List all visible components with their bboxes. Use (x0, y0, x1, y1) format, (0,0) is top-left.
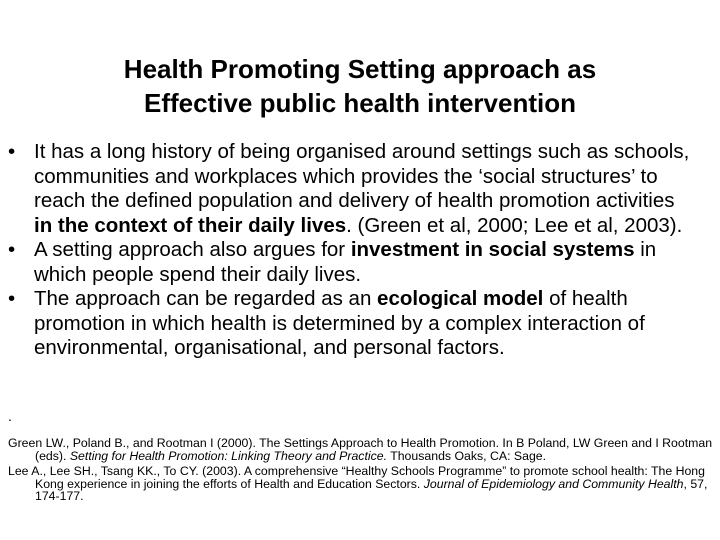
bullet-emphasis: ecological model (377, 287, 544, 310)
reference-text: , 57, 174-177. (35, 476, 708, 504)
bullet-dot-icon: • (8, 140, 16, 163)
bullet-text: It has a long history of being organised around settings such as schools, communities and workplaces which provides the ‘social structures’ to reach the defined population and delivery of health promotion activities (34, 140, 690, 212)
bullet-text: . (Green et al, 2000; Lee et al, 2003). (346, 213, 683, 237)
reference-title: Setting for Health Promotion: Linking Theory and Practice. (69, 448, 388, 463)
slide-title (40, 52, 680, 120)
slide-title-line-1: Health Promoting Setting approach as (123, 54, 597, 84)
bullet-emphasis: investment in social systems (350, 238, 635, 261)
bullet-dot-icon: • (8, 287, 16, 310)
bullet-list (8, 140, 698, 361)
bullet-emphasis: in the context of their daily lives (34, 213, 347, 237)
bullet-text: in which people spend their daily lives. (34, 238, 657, 286)
reference-text: Thousands Oaks, CA: Sage. (387, 448, 547, 463)
reference-item (8, 465, 713, 503)
bullet-item (8, 287, 698, 361)
reference-item (8, 437, 713, 462)
reference-title: Journal of Epidemiology and Community Health (423, 476, 684, 491)
reference-text: Green LW., Poland B., and Rootman I (2000). The Settings Approach to Health Promotion. In B Poland, LW Green and I Rootman (eds). (8, 436, 713, 463)
bullet-dot-icon: • (8, 238, 16, 261)
bullet-item (8, 238, 698, 287)
slide-title-line-2: Effective public health intervention (144, 88, 576, 118)
bullet-text: The approach can be regarded as an (34, 287, 378, 310)
bullet-text: of health promotion in which health is determined by a complex interaction of environmental, organisational, and personal factors. (34, 287, 645, 359)
stray-period: . (8, 408, 12, 424)
bullet-text: A setting approach also argues for (34, 238, 351, 261)
bullet-item (8, 140, 698, 238)
reference-text: Lee A., Lee SH., Tsang KK., To CY. (2003). A comprehensive “Healthy Schools Programme” to promote school health: The Hong Kong experience in joining the efforts of Health and Education Sectors. (8, 464, 705, 491)
references (8, 437, 713, 506)
